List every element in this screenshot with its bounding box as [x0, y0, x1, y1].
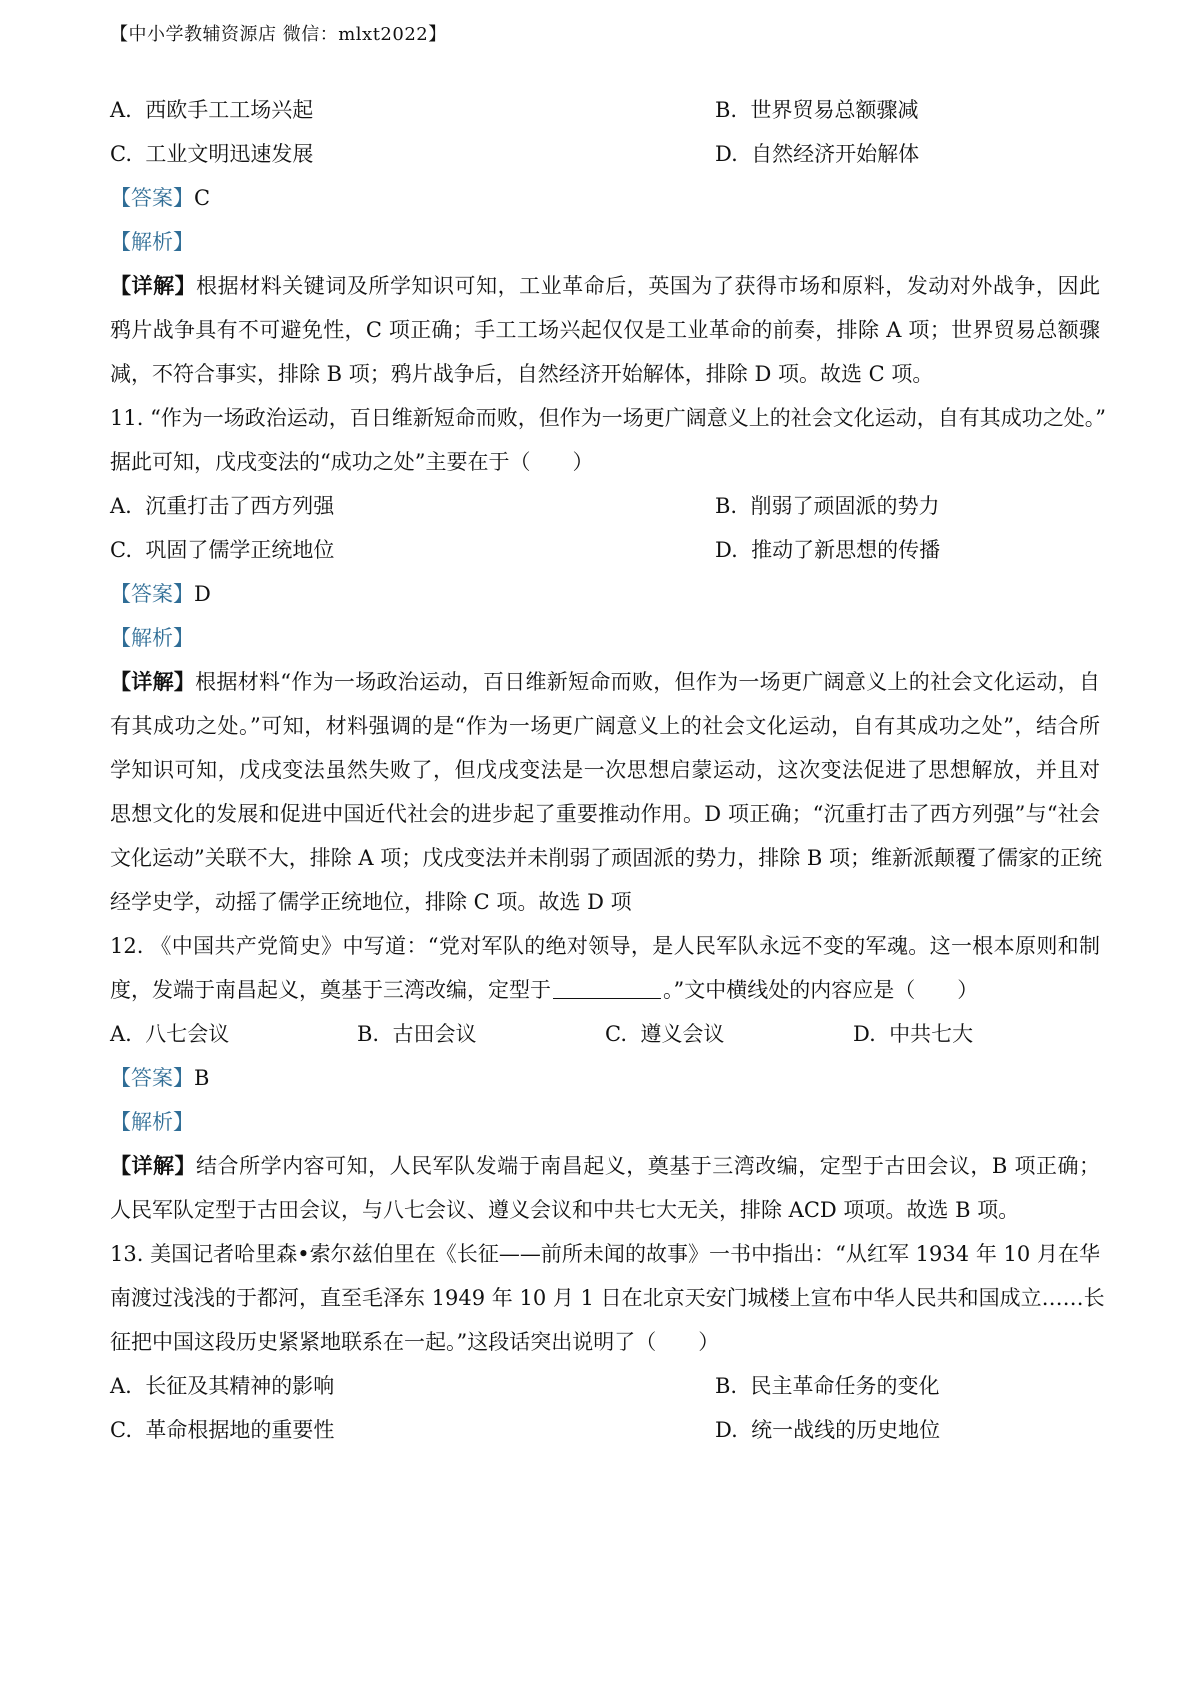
option-c: C. 革命根据地的重要性: [110, 1418, 335, 1442]
question-stem: 度，发端于南昌起义，奠基于三湾改编，定型于 。”文中横线处的内容应是（ ）: [110, 978, 979, 1002]
option-row: [110, 96, 1100, 124]
answer-value: B: [194, 1066, 210, 1090]
fill-blank: [553, 980, 661, 999]
answer-tag: 【答案】: [110, 1066, 194, 1090]
option-d: D. 推动了新思想的传播: [715, 538, 941, 562]
answer-value: D: [194, 582, 211, 606]
analysis-line: [110, 624, 1100, 652]
option-row: [110, 492, 1100, 520]
question-stem: 据此可知，戊戌变法的“成功之处”主要在于（ ）: [110, 450, 594, 474]
question-stem: 11. “作为一场政治运动，百日维新短命而败，但作为一场更广阔意义上的社会文化运动，自有其成功之处。”: [110, 406, 1107, 430]
option-row: [110, 140, 1100, 168]
answer-value: C: [194, 186, 211, 210]
option-b: B. 世界贸易总额骤减: [715, 98, 919, 122]
analysis-tag: 【解析】: [110, 230, 194, 254]
answer-tag: 【答案】: [110, 186, 194, 210]
option-c: C. 巩固了儒学正统地位: [110, 538, 335, 562]
option-a: A. 长征及其精神的影响: [110, 1374, 335, 1398]
option-row: [110, 536, 1100, 564]
answer-line: [110, 580, 1100, 608]
option-a: A. 八七会议: [110, 1022, 230, 1046]
answer-line: [110, 1064, 1100, 1092]
analysis-tag: 【解析】: [110, 1110, 194, 1134]
question-stem: 12. 《中国共产党简史》中写道：“党对军队的绝对领导，是人民军队永远不变的军魂。这一根本原则和制: [110, 934, 1100, 958]
option-c: C. 遵义会议: [605, 1022, 725, 1046]
detail-line: 鸦片战争具有不可避免性，C 项正确；手工工场兴起仅仅是工业革命的前奏，排除 A 项；世界贸易总额骤: [110, 318, 1100, 342]
detail-tag: 【详解】: [110, 669, 196, 694]
option-d: D. 自然经济开始解体: [715, 142, 920, 166]
answer-line: [110, 184, 1100, 212]
question-stem: 征把中国这段历史紧紧地联系在一起。”这段话突出说明了（ ）: [110, 1330, 720, 1354]
detail-line: 【详解】结合所学内容可知，人民军队发端于南昌起义，奠基于三湾改编，定型于古田会议，B 项正确；: [110, 1153, 1101, 1178]
option-row: [110, 1372, 1100, 1400]
detail-tag: 【详解】: [110, 273, 197, 298]
option-d: D. 中共七大: [853, 1022, 974, 1046]
question-stem: 南渡过浅浅的于都河，直至毛泽东 1949 年 10 月 1 日在北京天安门城楼上宣布中华人民共和国成立……长: [110, 1286, 1105, 1310]
analysis-tag: 【解析】: [110, 626, 194, 650]
option-row: [110, 1416, 1100, 1444]
question-stem: 13. 美国记者哈里森•索尔兹伯里在《长征——前所未闻的故事》一书中指出：“从红军 1934 年 10 月在华: [110, 1242, 1100, 1266]
detail-tag: 【详解】: [110, 1153, 197, 1178]
detail-line: 学知识可知，戊戌变法虽然失败了，但戊戌变法是一次思想启蒙运动，这次变法促进了思想解放，并且对: [110, 758, 1100, 782]
detail-line: 人民军队定型于古田会议，与八七会议、遵义会议和中共七大无关，排除 ACD 项项。故选 B 项。: [110, 1198, 1020, 1222]
option-a: A. 西欧手工工场兴起: [110, 98, 314, 122]
option-b: B. 削弱了顽固派的势力: [715, 494, 940, 518]
page-header: 【中小学教辅资源店 微信：mlxt2022】: [110, 24, 447, 45]
analysis-line: [110, 1108, 1100, 1136]
analysis-line: [110, 228, 1100, 256]
detail-line: 经学史学，动摇了儒学正统地位，排除 C 项。故选 D 项: [110, 890, 632, 914]
detail-line: 思想文化的发展和促进中国近代社会的进步起了重要推动作用。D 项正确；“沉重打击了西方列强”与“社会: [110, 802, 1100, 826]
option-b: B. 民主革命任务的变化: [715, 1374, 940, 1398]
option-a: A. 沉重打击了西方列强: [110, 494, 335, 518]
detail-line: 【详解】根据材料“作为一场政治运动，百日维新短命而败，但作为一场更广阔意义上的社会文化运动，自: [110, 669, 1101, 694]
detail-line: 有其成功之处。”可知，材料强调的是“作为一场更广阔意义上的社会文化运动，自有其成功之处”，结合所: [110, 714, 1100, 738]
detail-line: 【详解】根据材料关键词及所学知识可知，工业革命后，英国为了获得市场和原料，发动对外战争，因此: [110, 273, 1101, 298]
detail-line: 减，不符合事实，排除 B 项；鸦片战争后，自然经济开始解体，排除 D 项。故选 C 项。: [110, 362, 934, 386]
answer-tag: 【答案】: [110, 582, 194, 606]
detail-line: 文化运动”关联不大，排除 A 项；戊戌变法并未削弱了顽固派的势力，排除 B 项；维新派颠覆了儒家的正统: [110, 846, 1103, 870]
option-d: D. 统一战线的历史地位: [715, 1418, 941, 1442]
option-c: C. 工业文明迅速发展: [110, 142, 314, 166]
option-b: B. 古田会议: [357, 1022, 477, 1046]
